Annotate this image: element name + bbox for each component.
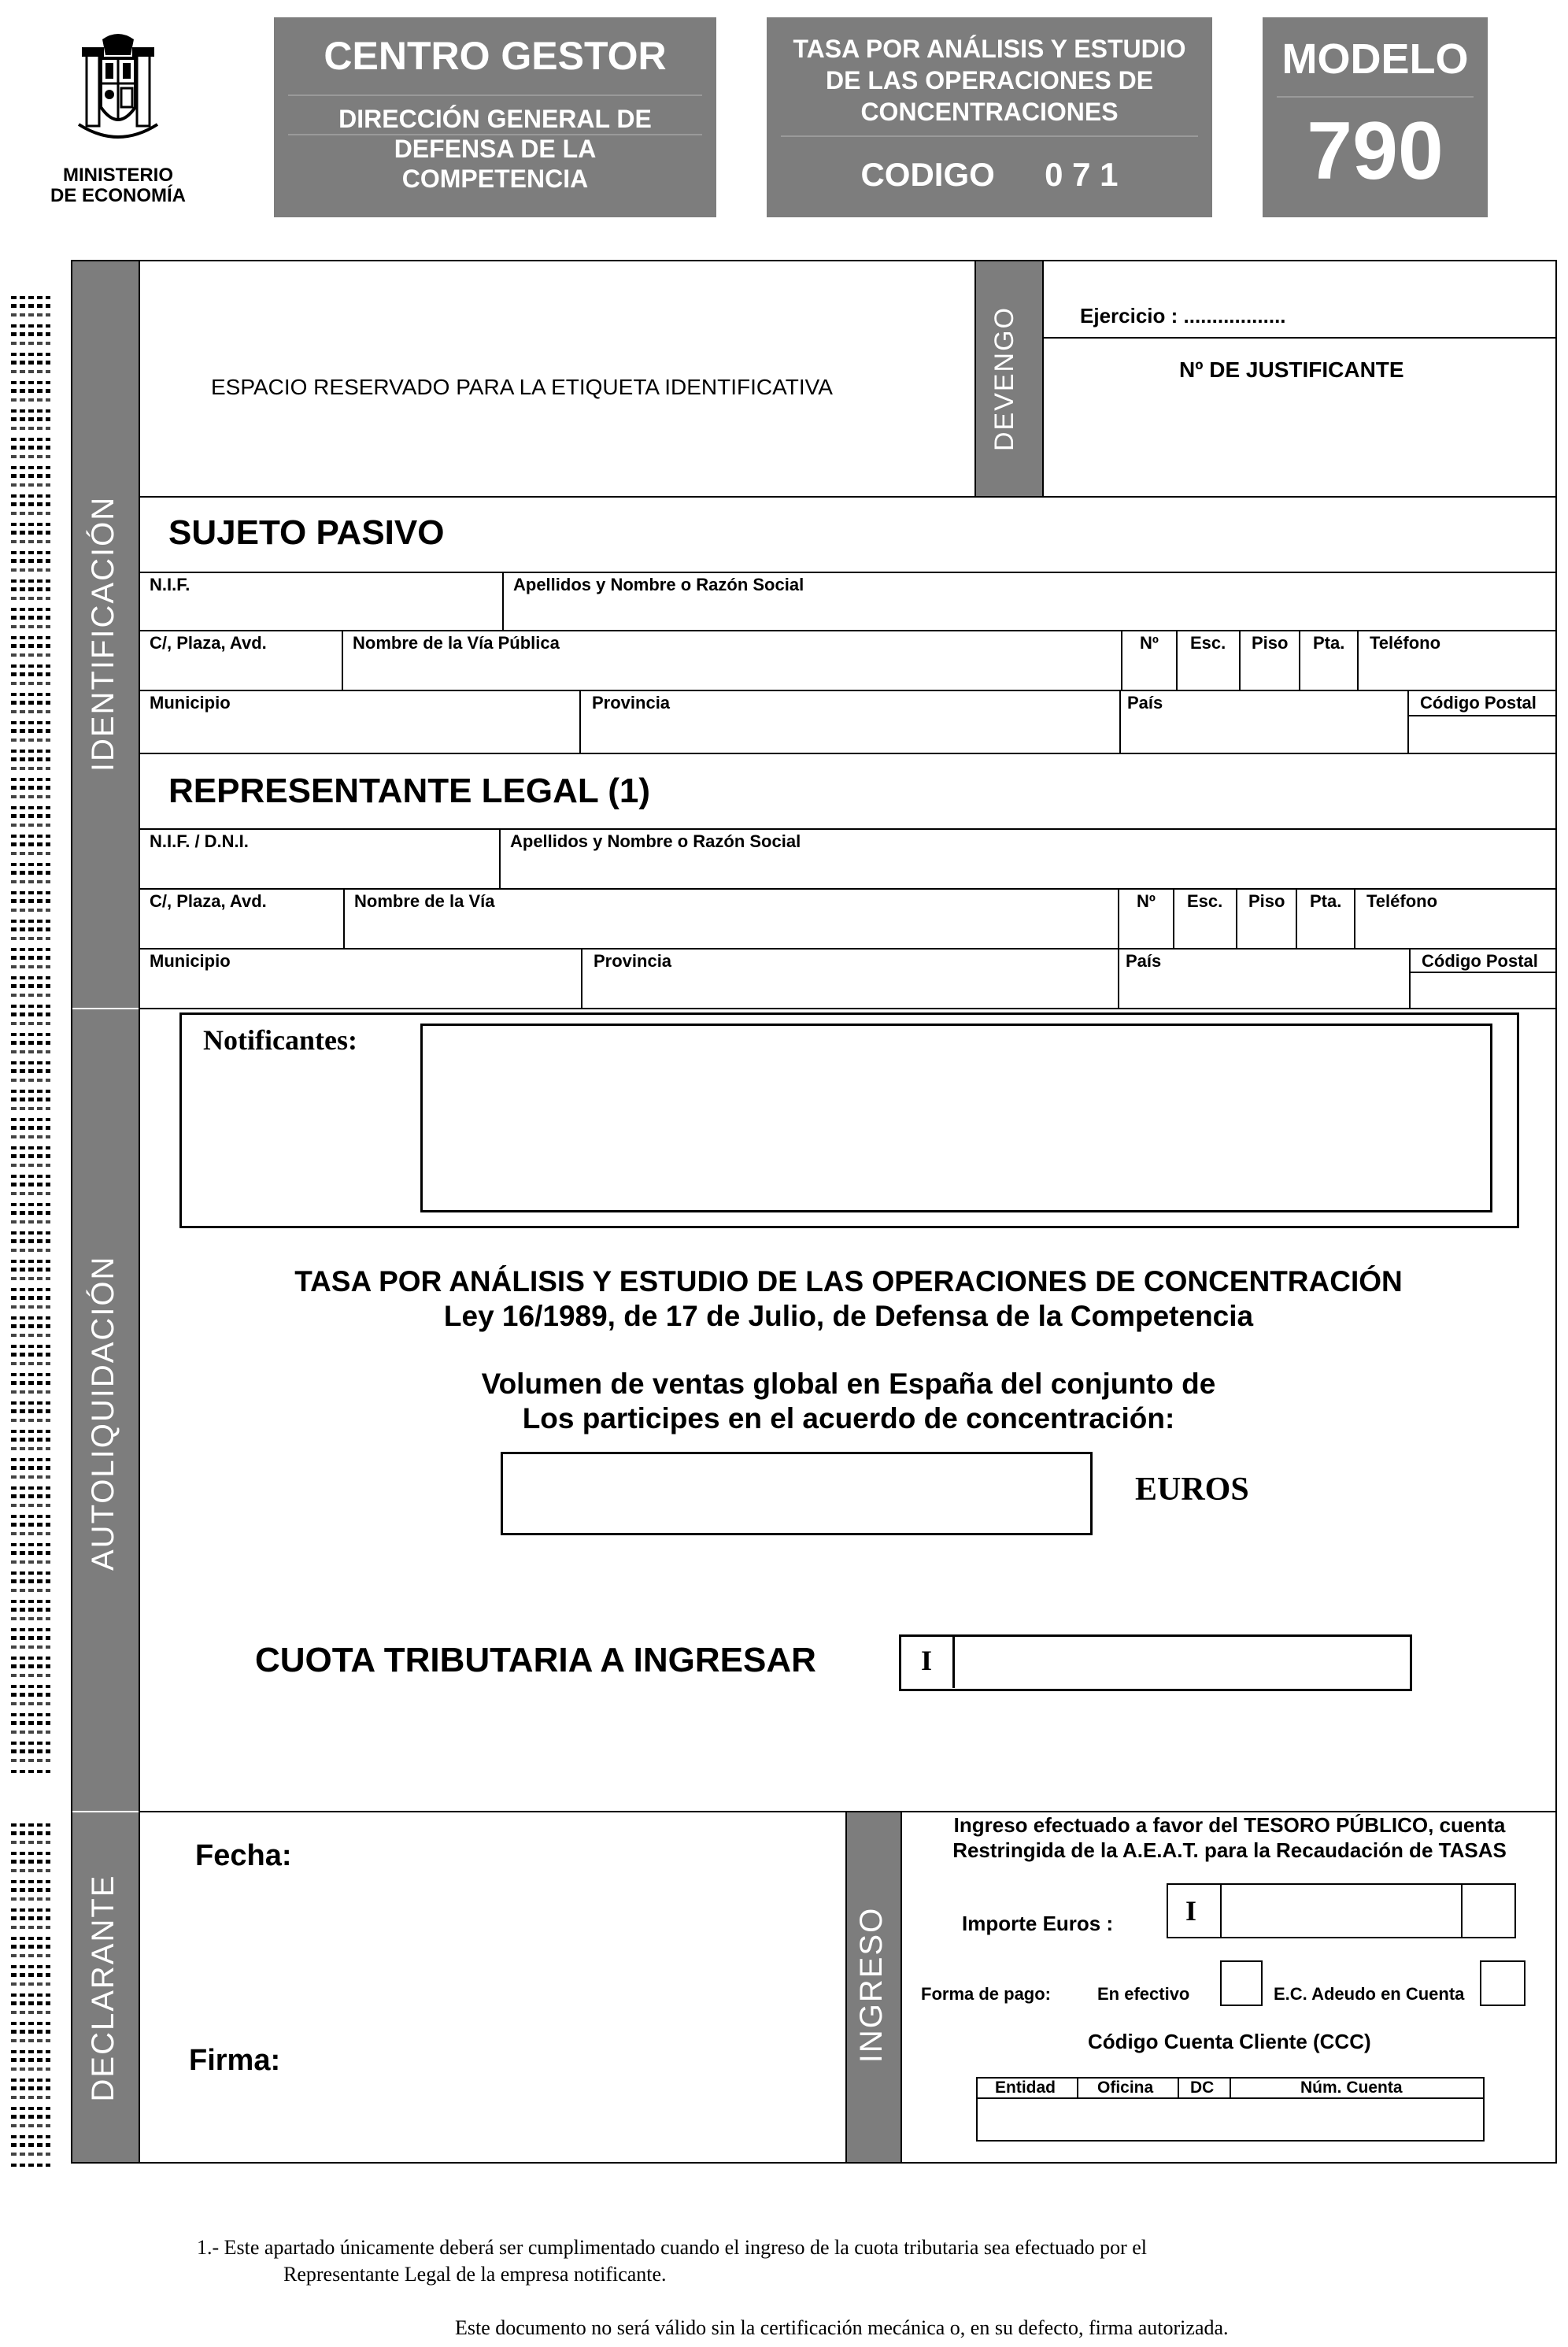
notificantes-input[interactable] — [420, 1024, 1492, 1212]
rep-calle-label: C/, Plaza, Avd. — [150, 891, 267, 911]
rep-telefono-field[interactable]: Teléfono — [1366, 891, 1438, 911]
centro-gestor-title: CENTRO GESTOR — [324, 34, 667, 78]
ccc-col-cuenta: Núm. Cuenta — [1300, 2079, 1403, 2097]
rep-esc-field[interactable]: Esc. — [1187, 891, 1223, 911]
sujeto-apellidos-field[interactable]: Apellidos y Nombre o Razón Social — [513, 575, 804, 594]
ministry-name — [31, 165, 205, 206]
centro-gestor-box — [274, 17, 716, 217]
sujeto-calle-label: C/, Plaza, Avd. — [150, 633, 267, 653]
forma-pago-label: Forma de pago: — [921, 1984, 1052, 2004]
sujeto-piso-field[interactable]: Piso — [1252, 633, 1289, 653]
importe-input[interactable] — [1167, 1883, 1516, 1938]
sujeto-nif-field[interactable]: N.I.F. — [150, 575, 190, 594]
cuota-code: I — [921, 1645, 933, 1676]
ccc-col-entidad: Entidad — [995, 2079, 1056, 2097]
rep-apellidos-field[interactable]: Apellidos y Nombre o Razón Social — [510, 831, 801, 851]
validity-note: Este documento no será válido sin la certificación mecánica o, en su defecto, firma autorizada. — [455, 2316, 1229, 2339]
rep-via-field[interactable]: Nombre de la Vía — [354, 891, 495, 911]
tasa-heading-title: TASA POR ANÁLISIS Y ESTUDIO DE LAS OPERACIONES DE CONCENTRACIÓN — [294, 1265, 1403, 1298]
codigo-row — [767, 156, 1212, 194]
tasa-title — [767, 33, 1212, 128]
sujeto-esc-field[interactable]: Esc. — [1190, 633, 1226, 653]
rep-num-field[interactable]: Nº — [1137, 891, 1156, 911]
volumen-heading — [140, 1367, 1557, 1436]
ingreso-line1: Ingreso efectuado a favor del TESORO PÚBLICO, cuenta — [953, 1813, 1506, 1837]
ccc-title: Código Cuenta Cliente (CCC) — [1088, 2030, 1371, 2053]
cuota-input[interactable] — [899, 1634, 1412, 1691]
adeudo-label: E.C. Adeudo en Cuenta — [1274, 1984, 1465, 2004]
fecha-label: Fecha: — [195, 1839, 292, 1872]
tasa-line1: TASA POR ANÁLISIS Y ESTUDIO — [793, 35, 1186, 63]
efectivo-label: En efectivo — [1097, 1984, 1190, 2004]
security-strip-pattern-lower — [11, 1820, 50, 2167]
ccc-col-dc: DC — [1190, 2079, 1215, 2097]
notificantes-label: Notificantes: — [203, 1024, 357, 1056]
ccc-col-oficina: Oficina — [1097, 2079, 1154, 2097]
ministry-line1: MINISTERIO — [62, 165, 173, 186]
autoliquidacion-label: AUTOLIQUIDACIÓN — [86, 1255, 120, 1571]
etiqueta-space-label: ESPACIO RESERVADO PARA LA ETIQUETA IDENTIFICATIVA — [211, 375, 833, 399]
importe-label: Importe Euros : — [962, 1912, 1114, 1935]
codigo-label: CODIGO — [860, 156, 995, 193]
rep-pais-field[interactable]: País — [1126, 951, 1162, 971]
efectivo-checkbox[interactable] — [1220, 1960, 1263, 2006]
justificante-label: Nº DE JUSTIFICANTE — [1179, 357, 1404, 382]
ccc-input[interactable] — [978, 2099, 1481, 2138]
tasa-line2: DE LAS OPERACIONES DE — [825, 66, 1154, 94]
importe-code: I — [1185, 1895, 1197, 1927]
ingreso-heading — [902, 1812, 1557, 1863]
rep-piso-field[interactable]: Piso — [1248, 891, 1285, 911]
centro-gestor-subtitle — [274, 104, 716, 194]
rep-pta-field[interactable]: Pta. — [1310, 891, 1342, 911]
modelo-label: MODELO — [1281, 35, 1469, 83]
volumen-line1: Volumen de ventas global en España del conjunto de — [481, 1368, 1216, 1400]
adeudo-checkbox[interactable] — [1480, 1960, 1525, 2006]
cuota-label: CUOTA TRIBUTARIA A INGRESAR — [255, 1641, 816, 1679]
security-strip-pattern — [11, 293, 50, 1773]
ejercicio-field[interactable]: Ejercicio : .................. — [1080, 304, 1286, 328]
rep-provincia-field[interactable]: Provincia — [594, 951, 672, 971]
centro-sub-line2: DEFENSA DE LA — [394, 135, 597, 163]
sujeto-provincia-field[interactable]: Provincia — [592, 693, 671, 713]
sujeto-pais-field[interactable]: País — [1127, 693, 1163, 713]
rep-municipio-field[interactable]: Municipio — [150, 951, 231, 971]
sujeto-via-field[interactable]: Nombre de la Vía Pública — [353, 633, 560, 653]
representante-title: REPRESENTANTE LEGAL (1) — [168, 772, 650, 810]
centro-sub-line3: COMPETENCIA — [401, 165, 589, 193]
devengo-label: DEVENGO — [989, 305, 1019, 452]
identificacion-label: IDENTIFICACIÓN — [86, 495, 120, 772]
footnote-line1: 1.- Este apartado únicamente deberá ser cumplimentado cuando el ingreso de la cuota tributaria sea efectuado por el — [197, 2236, 1148, 2259]
tasa-heading-ley: Ley 16/1989, de 17 de Julio, de Defensa de la Competencia — [443, 1300, 1254, 1332]
volumen-ventas-input[interactable] — [501, 1452, 1093, 1535]
ingreso-line2: Restringida de la A.E.A.T. para la Recaudación de TASAS — [952, 1838, 1507, 1862]
sujeto-cp-field[interactable]: Código Postal — [1420, 693, 1537, 713]
volumen-line2: Los participes en el acuerdo de concentración: — [522, 1402, 1175, 1434]
tasa-heading — [140, 1264, 1557, 1334]
tasa-box — [767, 17, 1212, 217]
euros-label: EUROS — [1135, 1472, 1249, 1508]
sujeto-telefono-field[interactable]: Teléfono — [1370, 633, 1441, 653]
footnote-line2: Representante Legal de la empresa notificante. — [283, 2263, 667, 2286]
sujeto-pta-field[interactable]: Pta. — [1313, 633, 1345, 653]
codigo-value: 0 7 1 — [1045, 156, 1119, 193]
declarante-label: DECLARANTE — [86, 1874, 120, 2102]
sujeto-municipio-field[interactable]: Municipio — [150, 693, 231, 713]
modelo-number: 790 — [1307, 106, 1444, 197]
coat-of-arms-emblem — [72, 31, 164, 150]
centro-sub-line1: DIRECCIÓN GENERAL DE — [338, 105, 652, 133]
firma-label: Firma: — [189, 2044, 281, 2077]
modelo-box — [1263, 17, 1488, 217]
rep-nif-field[interactable]: N.I.F. / D.N.I. — [150, 831, 249, 851]
sujeto-pasivo-title: SUJETO PASIVO — [168, 513, 445, 552]
ministry-line2: DE ECONOMÍA — [50, 185, 186, 206]
sujeto-num-field[interactable]: Nº — [1140, 633, 1159, 653]
footnote — [197, 2234, 1147, 2288]
rep-cp-field[interactable]: Código Postal — [1422, 951, 1538, 971]
ingreso-label: INGRESO — [854, 1906, 889, 2064]
tasa-line3: CONCENTRACIONES — [860, 98, 1119, 126]
